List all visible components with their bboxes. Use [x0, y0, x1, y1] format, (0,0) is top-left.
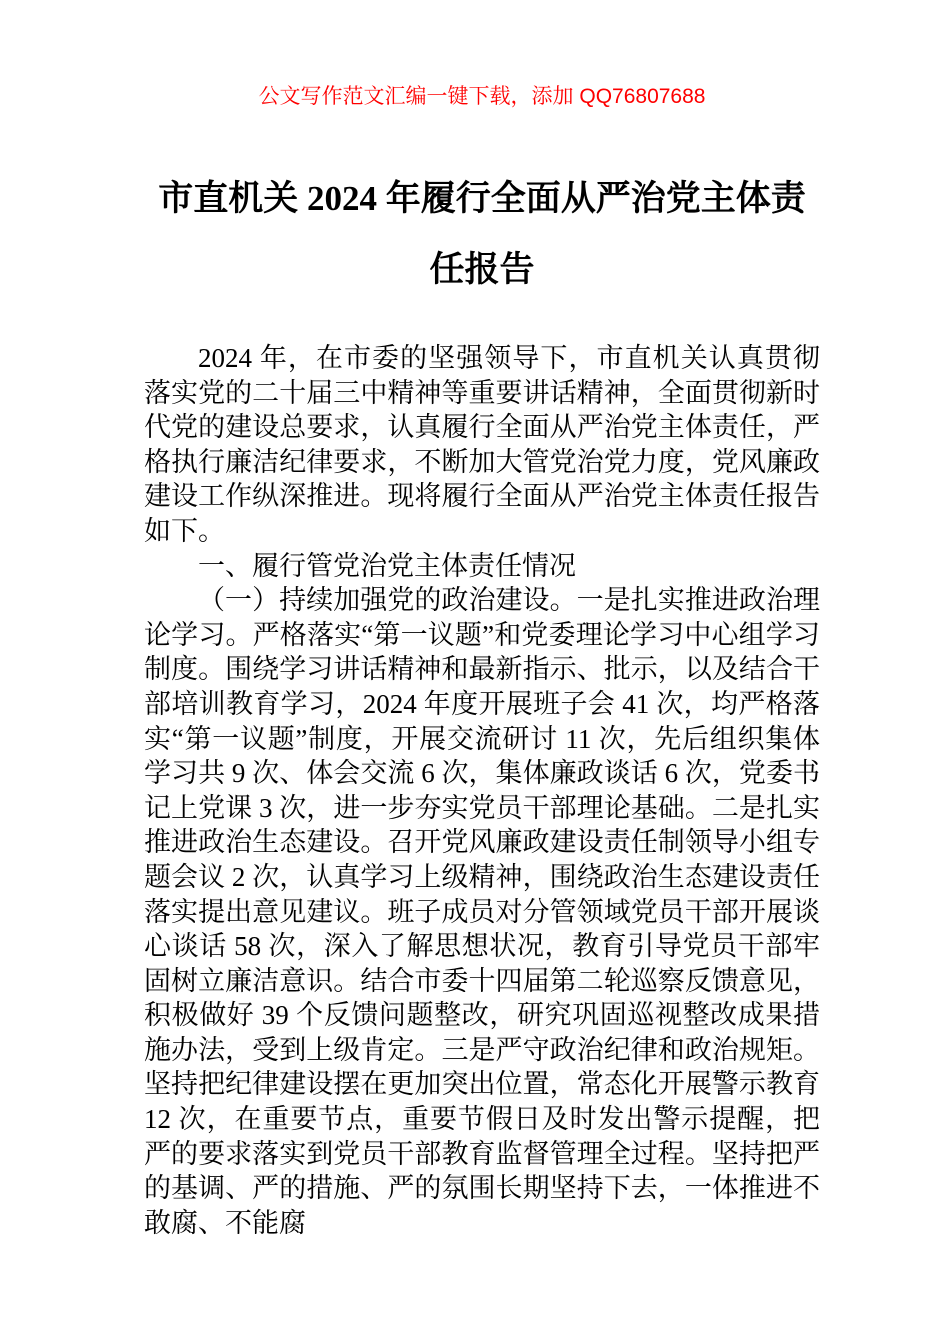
document-title: 市直机关 2024 年履行全面从严治党主体责任报告: [158, 179, 806, 289]
section-heading-1: 一、履行管党治党主体责任情况: [198, 550, 576, 581]
document-body: [144, 341, 820, 1240]
paragraph-section-1-1: （一）持续加强党的政治建设。一是扎实推进政治理论学习。严格落实“第一议题”和党委理论学习中心组学习制度。围绕学习讲话精神和最新指示、批示，以及结合干部培训教育学习，2024 年度开展班子会 41 次，均严格落实“第一议题”制度，开展交流研讨 11 次，先后组织集体学习共 9 次、体会交流 6 次，集体廉政谈话 6 次，党委书记上党课 3 次，进一步夯实党员干部理论基础。二是扎实推进政治生态建设。召开党风廉政建设责任制领导小组专题会议 2 次，认真学习上级精神，围绕政治生态建设责任落实提出意见建议。班子成员对分管领域党员干部开展谈心谈话 58 次，深入了解思想状况，教育引导党员干部牢固树立廉洁意识。结合市委十四届第二轮巡察反馈意见，积极做好 39 个反馈问题整改，研究巩固巡视整改成果措施办法，受到上级肯定。三是严守政治纪律和政治规矩。坚持把纪律建设摆在更加突出位置，常态化开展警示教育 12 次，在重要节点，重要节假日及时发出警示提醒，把严的要求落实到党员干部教育监督管理全过程。坚持把严的基调、严的措施、严的氛围长期坚持下去，一体推进不敢腐、不能腐: [144, 585, 820, 1238]
promo-banner: 公文写作范文汇编一键下载，添加 QQ76807688: [258, 85, 706, 108]
paragraph-intro: 2024 年，在市委的坚强领导下，市直机关认真贯彻落实党的二十届三中精神等重要讲话精神，全面贯彻新时代党的建设总要求，认真履行全面从严治党主体责任，严格执行廉洁纪律要求，不断加大管党治党力度，党风廉政建设工作纵深推进。现将履行全面从严治党主体责任报告如下。: [144, 343, 820, 546]
